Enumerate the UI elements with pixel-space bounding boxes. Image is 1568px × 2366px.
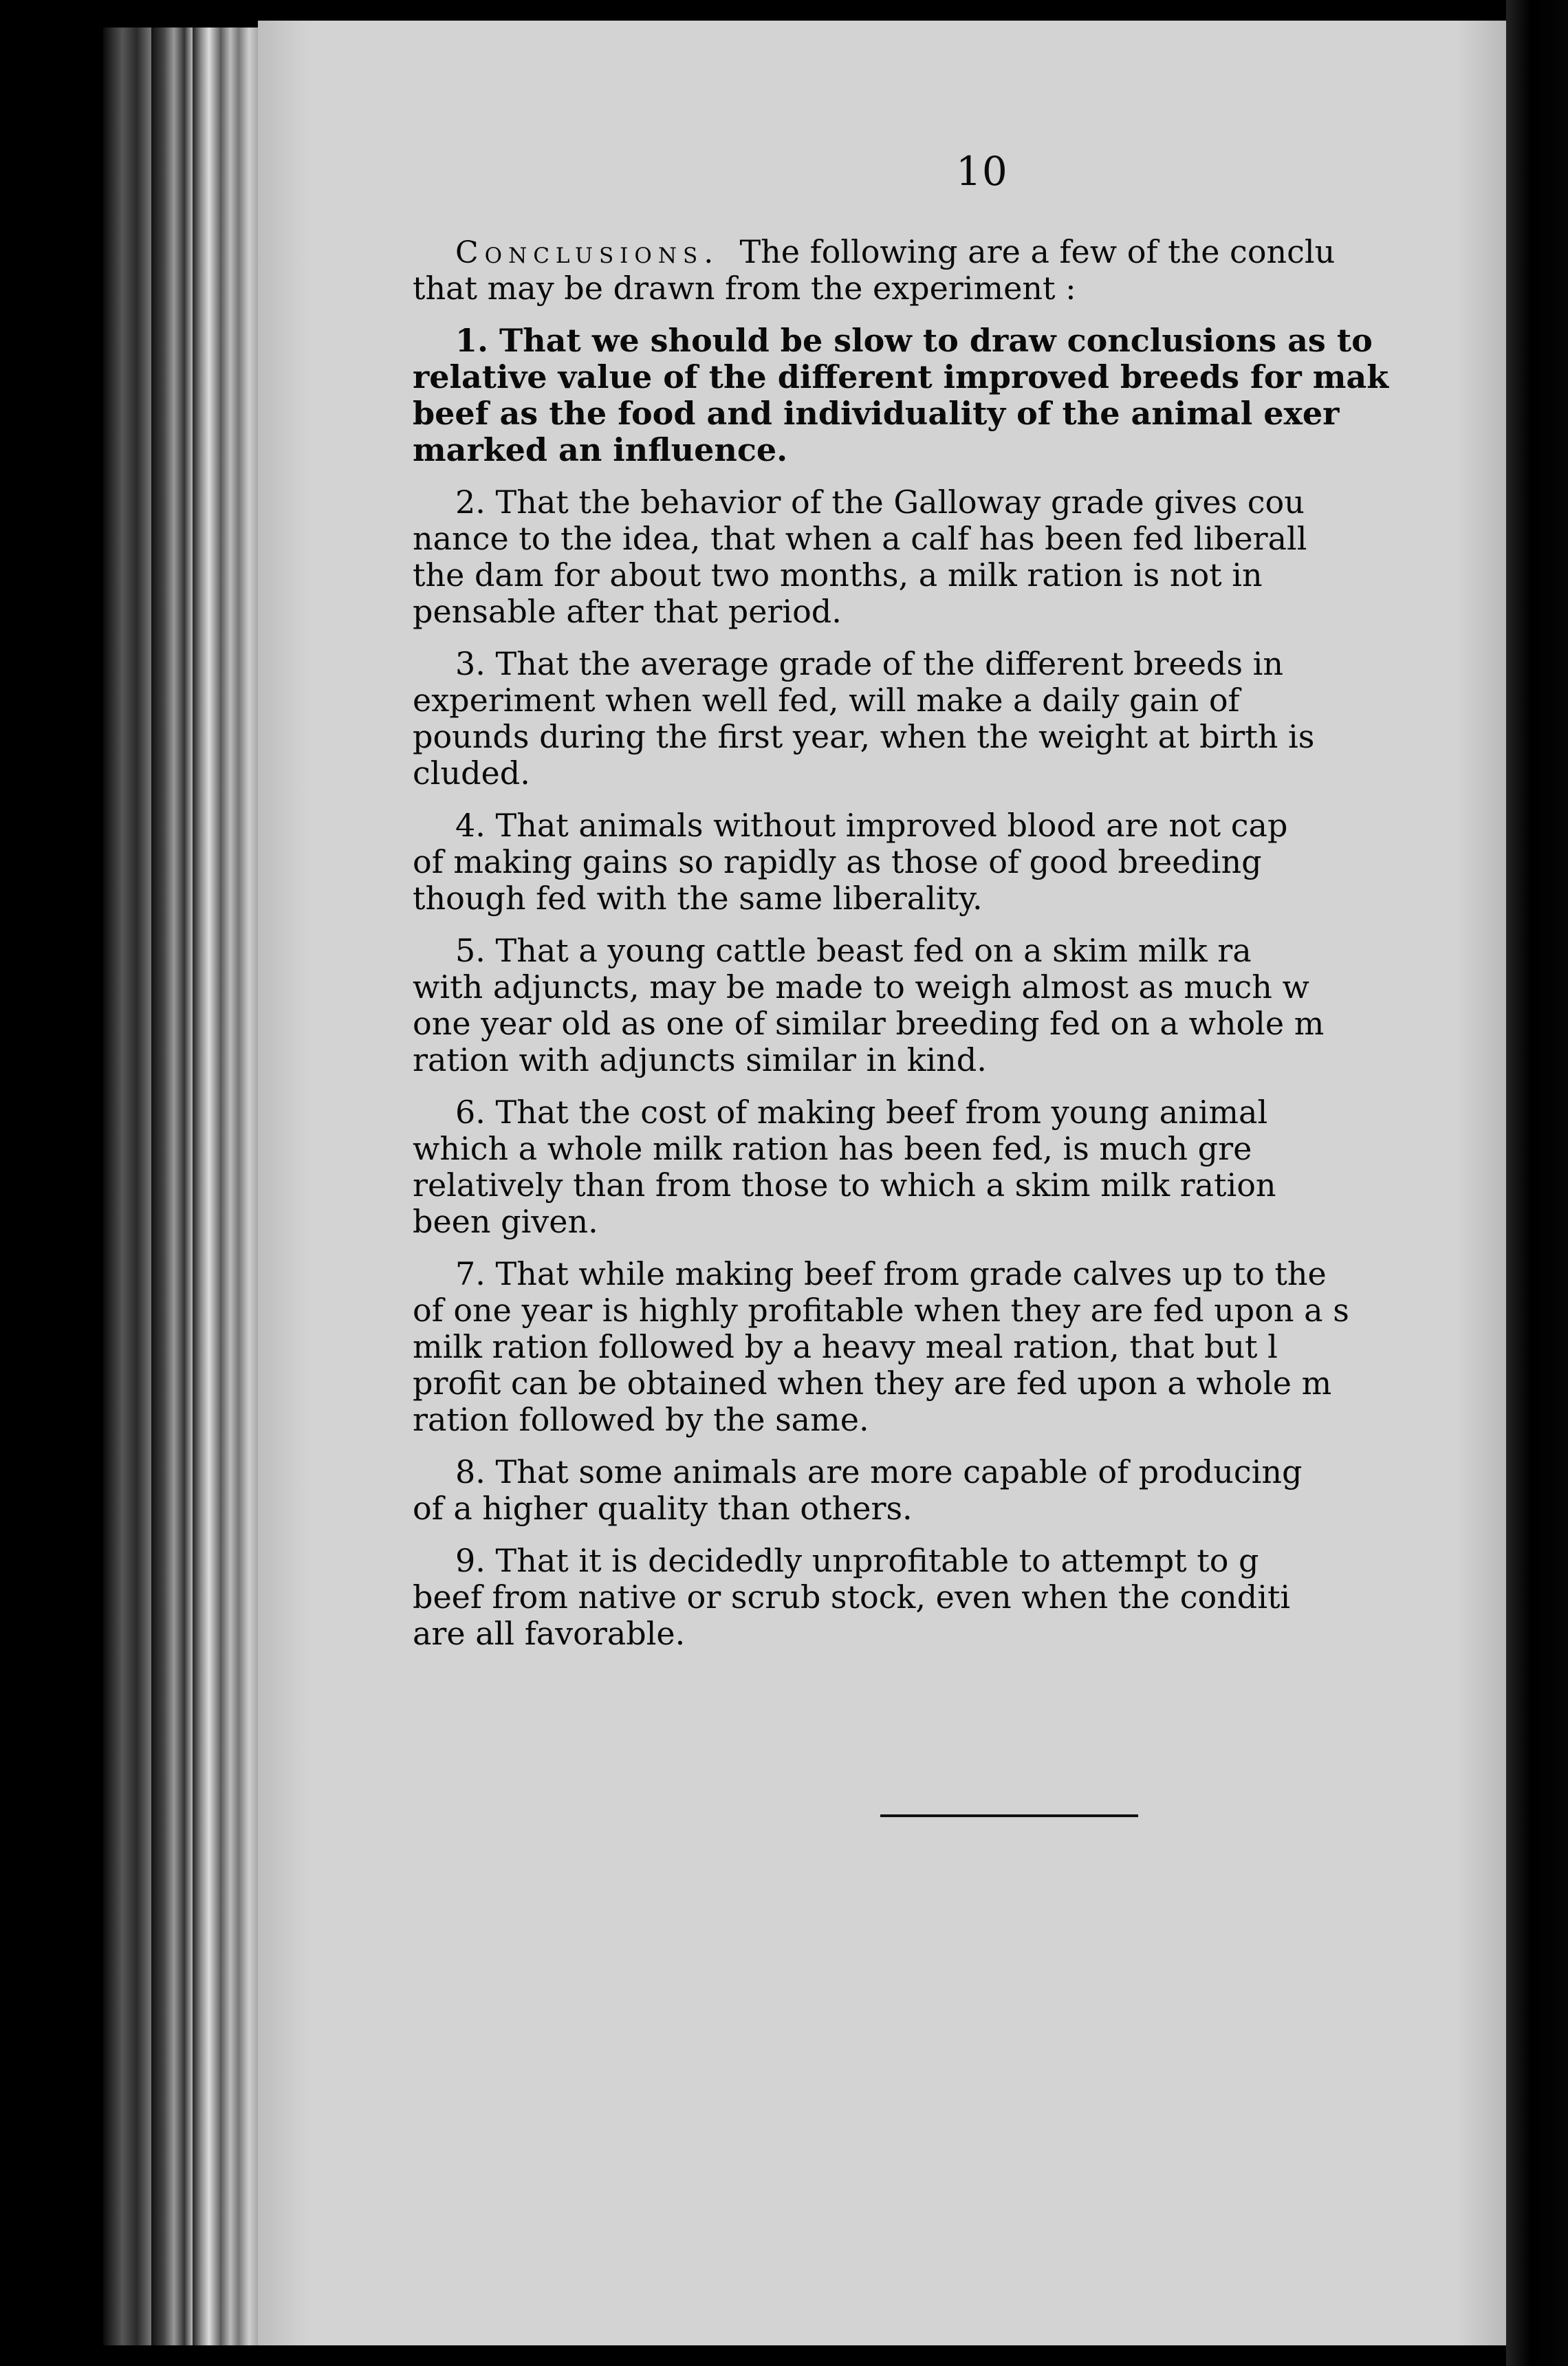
section-end-rule — [880, 1814, 1138, 1817]
conclusion-line: of one year is highly profitable when they are fed upon a s — [413, 1292, 1349, 1329]
page-text — [413, 234, 1506, 1747]
page-stack-edge — [193, 28, 220, 2345]
conclusion-line: ration followed by the same. — [413, 1401, 869, 1438]
conclusion-line: the dam for about two months, a milk ration is not in — [413, 556, 1263, 594]
conclusion-line: beef as the food and individuality of the animal exer — [413, 395, 1340, 432]
intro-text: The following are a few of the conclu — [739, 234, 1336, 270]
page-stack-edge — [151, 28, 193, 2345]
conclusion-4 — [413, 807, 1506, 917]
conclusion-line: though fed with the same liberality. — [413, 880, 983, 917]
conclusion-line: pounds during the first year, when the weight at birth is — [413, 718, 1315, 755]
conclusion-line: 1. That we should be slow to draw conclusions as to — [455, 322, 1373, 359]
conclusion-line: marked an influence. — [413, 431, 788, 468]
conclusion-line: nance to the idea, that when a calf has been fed liberall — [413, 520, 1307, 557]
conclusion-line: milk ration followed by a heavy meal ration, that but l — [413, 1328, 1278, 1365]
conclusion-9 — [413, 1543, 1506, 1652]
page-number: 10 — [956, 148, 1008, 195]
intro-paragraph — [413, 234, 1506, 307]
conclusion-line: cluded. — [413, 755, 530, 792]
conclusion-line: with adjuncts, may be made to weigh almost as much w — [413, 968, 1309, 1006]
conclusion-line: which a whole milk ration has been fed, is much gre — [413, 1130, 1252, 1167]
conclusion-line: 8. That some animals are more capable of producing — [455, 1453, 1303, 1490]
conclusion-line: profit can be obtained when they are fed upon a whole m — [413, 1365, 1332, 1402]
conclusion-line: 2. That the behavior of the Galloway grade gives cou — [455, 484, 1305, 521]
conclusion-line: relatively than from those to which a skim milk ration — [413, 1166, 1276, 1204]
conclusion-3 — [413, 646, 1506, 792]
book-binding-edge — [103, 28, 151, 2345]
conclusion-5 — [413, 933, 1506, 1078]
conclusion-8 — [413, 1454, 1506, 1527]
conclusion-line: 4. That animals without improved blood are not cap — [455, 807, 1288, 844]
conclusion-7 — [413, 1256, 1506, 1438]
scan-dark-border — [1506, 0, 1568, 2366]
conclusion-line: 9. That it is decidedly unprofitable to attempt to g — [455, 1542, 1259, 1579]
conclusion-6 — [413, 1094, 1506, 1240]
conclusion-line: 3. That the average grade of the different breeds in — [455, 645, 1283, 682]
intro-line-1 — [413, 234, 1506, 270]
conclusion-line: been given. — [413, 1203, 598, 1240]
conclusion-1 — [413, 323, 1506, 468]
conclusion-line: of making gains so rapidly as those of good breeding — [413, 843, 1262, 880]
conclusion-2 — [413, 484, 1506, 630]
intro-line-2: that may be drawn from the experiment : — [413, 270, 1076, 307]
conclusion-line: are all favorable. — [413, 1615, 686, 1652]
page-stack-edge — [220, 28, 261, 2345]
conclusion-line: beef from native or scrub stock, even when the conditi — [413, 1578, 1291, 1616]
conclusion-line: 7. That while making beef from grade calves up to the — [455, 1255, 1327, 1292]
conclusion-line: one year old as one of similar breeding fed on a whole m — [413, 1005, 1325, 1042]
conclusion-line: relative value of the different improved breeds for mak — [413, 358, 1389, 395]
conclusion-line: 6. That the cost of making beef from young animal — [455, 1094, 1268, 1131]
conclusion-line: pensable after that period. — [413, 593, 842, 630]
conclusion-line: experiment when well fed, will make a daily gain of — [413, 682, 1240, 719]
section-heading: Conclusions. — [455, 235, 720, 270]
conclusion-line: 5. That a young cattle beast fed on a skim milk ra — [455, 932, 1252, 969]
conclusion-line: ration with adjuncts similar in kind. — [413, 1041, 987, 1078]
conclusion-line: of a higher quality than others. — [413, 1490, 913, 1527]
